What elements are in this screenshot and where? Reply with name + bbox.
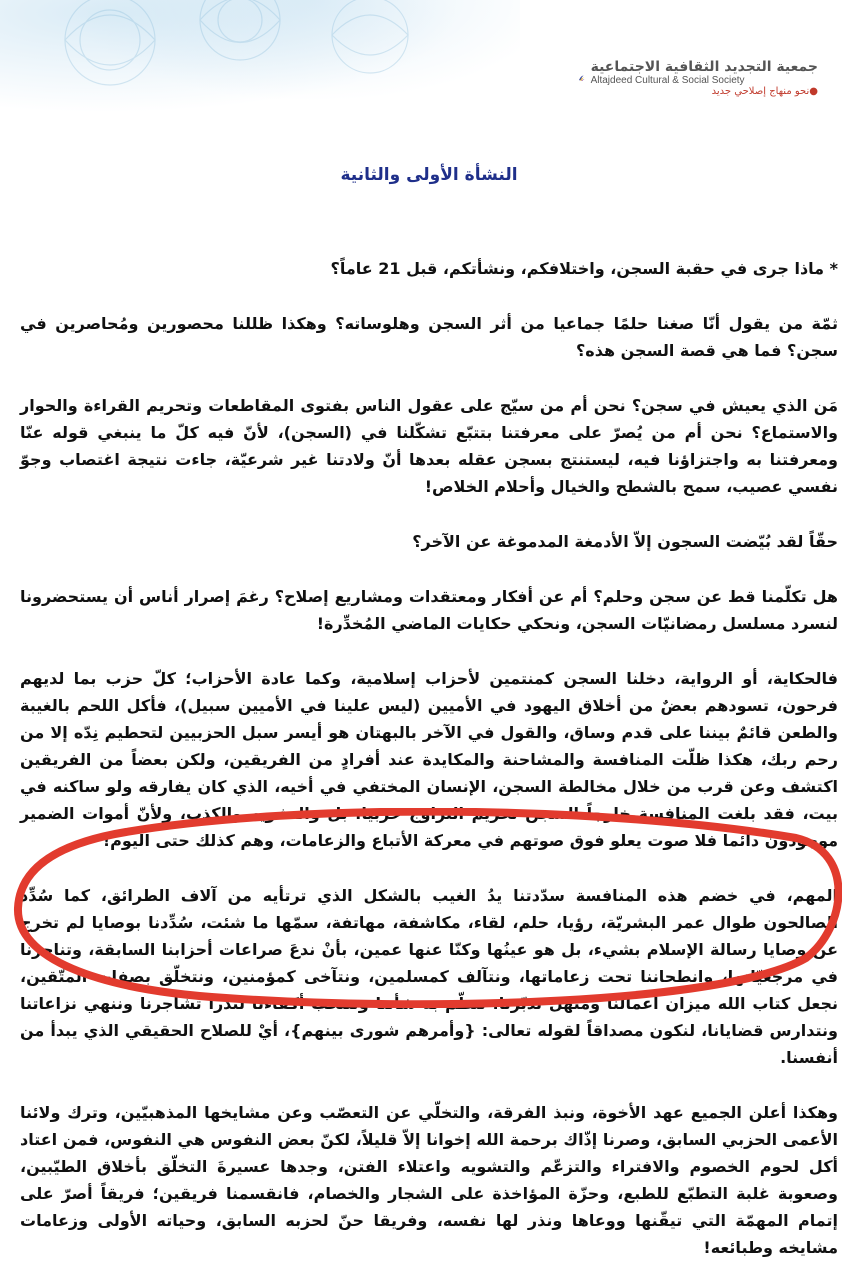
paragraph-brotherhood: وهكذا أعلن الجميع عهد الأخوة، ونبذ الفرقة، والتخلّي عن التعصّب وعن مشايخها المذهبيّين، وترك ولائنا الأعمى الحزبي السابق، وصرنا إذّاك برحمة الله إخوانا إلاّ قليلاً، لكنّ بعض النفوس هي النفوس، فمن اعتاد أكل لحوم الخصوم والافتراء والتزعّم والتشويه واعتلاء الفتن، وجدها عسيرةَ التخلّق بأخلاق الطيّبين، وصعوبة غلبة التطبّع للطبع، وحزّة المؤاخذة على الشجار والخصام، فانقسمنا فريقين؛ فريقاً أصرّ على إتمام المهمّة التي تيقّنها ووعاها ونذر لها نفسه، وفريقا حنّ لحزبه السابق، وحياته الأولى وزعامات مشايخه وطبائعه! <box>20 1103 838 1257</box>
document-body <box>20 255 838 1261</box>
logo-text <box>591 59 818 97</box>
society-logo <box>578 38 818 118</box>
paragraph-who-lives-in-prison: مَن الذي يعيش في سجن؟ نحن أم من سيّج على عقول الناس بفتوى المقاطعات وتحريم القراءة والحوار والاستماع؟ نحن أم من يُصرّ على معرفتنا بتتبّع تشكّلنا في (السجن)، لأنّ فيه كلّ ما ينبغي قوله عنّا ومعرفتنا به واجتزاؤنا فيه، ليستنتج بسجن عقله بعدها أنّ ولادتنا غير شرعيّة، جاءت نتيجة اغتصاب وجوّ نفسي عصيب، سمح بالشطح والخيال وأحلام الخلاص! <box>20 396 838 496</box>
arabesque-pattern-icon <box>40 0 460 130</box>
paragraph-question: * ماذا جرى في حقبة السجن، واختلافكم، ونشأتكم، قبل 21 عاماً؟ <box>330 259 838 278</box>
document-title: النشأة الأولى والثانية <box>340 165 518 185</box>
paragraph-prison-dream: ثمّة من يقول أنّا صغنا حلمًا جماعيا من أثر السجن وهلوساته؟ وهكذا ظللنا محصورين ومُحاصرين في سجن؟ فما هي قصة السجن هذه؟ <box>20 314 838 360</box>
paragraph-did-we-talk: هل تكلّمنا قط عن سجن وحلم؟ أم عن أفكار ومعتقدات ومشاريع إصلاح؟ رغمَ إصرار أناس أن يستحضرونا لنسرد مسلسل رمضانيّات السجن، ونحكي حكايات الماضي المُخدِّرة! <box>20 587 838 633</box>
logo-arabic-name: جمعية التجديد الثقافية الاجتماعية <box>590 59 818 75</box>
logo-english-name: Altajdeed Cultural & Social Society <box>590 75 745 86</box>
header-decoration <box>0 0 520 130</box>
paragraph-highlighted-guidance: المهم، في خضم هذه المنافسة سدّدتنا يدُ الغيب بالشكل الذي ترتأيه من آلاف الطرائق، كما سُدِّد الصالحون طوال عمر البشريّة، رؤيا، حلم، لقاء، مكاشفة، مهاتفة، سمّها ما شئت، سُدِّدنا بوصايا لم تخرج عن وصايا رسالة الإسلام بشيء، بل هو عينُها وكنّا عنها عمين، بأنْ ندعَ صراعات أحزابنا السابقة، وتناحرنا في مرجعيّاتها، وانطحاننا تحت زعاماتها، ونتآلف كمسلمين، ونتآخى كمؤمنين، ونتخلّق بصفات المتّقين، نجعل كتاب الله ميزان أعمالنا ومنهل تدبّرنا، ننظّم به شأننا وننتخب أكفاءنا لندرأ تشاجرنا وننهي نزاعاتنا ونتدارس قضايانا، لنكون مصداقاً لقوله تعالى: {وأمرهم شورى بينهم}، أيْ للصلاح الحقيقي الذي يبدأ من أنفسنا. <box>20 886 838 1067</box>
society-logo-icon <box>578 43 585 113</box>
paragraph-the-story: فالحكاية، أو الرواية، دخلنا السجن كمنتمين لأحزاب إسلامية، وكما عادة الأحزاب؛ كلّ حزب بما لديهم فرحون، تسودهم بعضٌ من أخلاق اليهود في الأميين (ليس علينا في الأميين سبيل)، فأكل اللحم بالغيبة والطعن قائمٌ بيننا على قدم وساق، والقول في الآخر بالبهتان هو أيسر سبل الحزبيين لتحطيم نِدّه إلا من رحم ربك، هكذا ظلّت المنافسة والمشاحنة والمكايدة عند أفرادٍ من الفريقين، ولكن بعضاً من الفريقين اكتشف وعن قرب من خلال مخالطة السجن، الإنسان المختفي في أخيه، الذي كان يفارقه ولو ساكنه في بيت، فقد بلغت المنافسة خارجاً السجن تحريم التزاوج حزبيا، بل والتشويه والكذب، ولأنّ أموات الضمير موجودون دائما فلا صوت يعلو فوق صوتهم في معركة الأتباع والزعامات، وهم كذلك حتى اليوم! <box>20 669 838 850</box>
paragraph-prisons-whitened: حقّاً لقد بُيّضت السجون إلاّ الأدمغة المدموغة عن الآخر؟ <box>412 532 838 551</box>
logo-tagline: ●نحو منهاج إصلاحي جديد <box>711 86 818 97</box>
